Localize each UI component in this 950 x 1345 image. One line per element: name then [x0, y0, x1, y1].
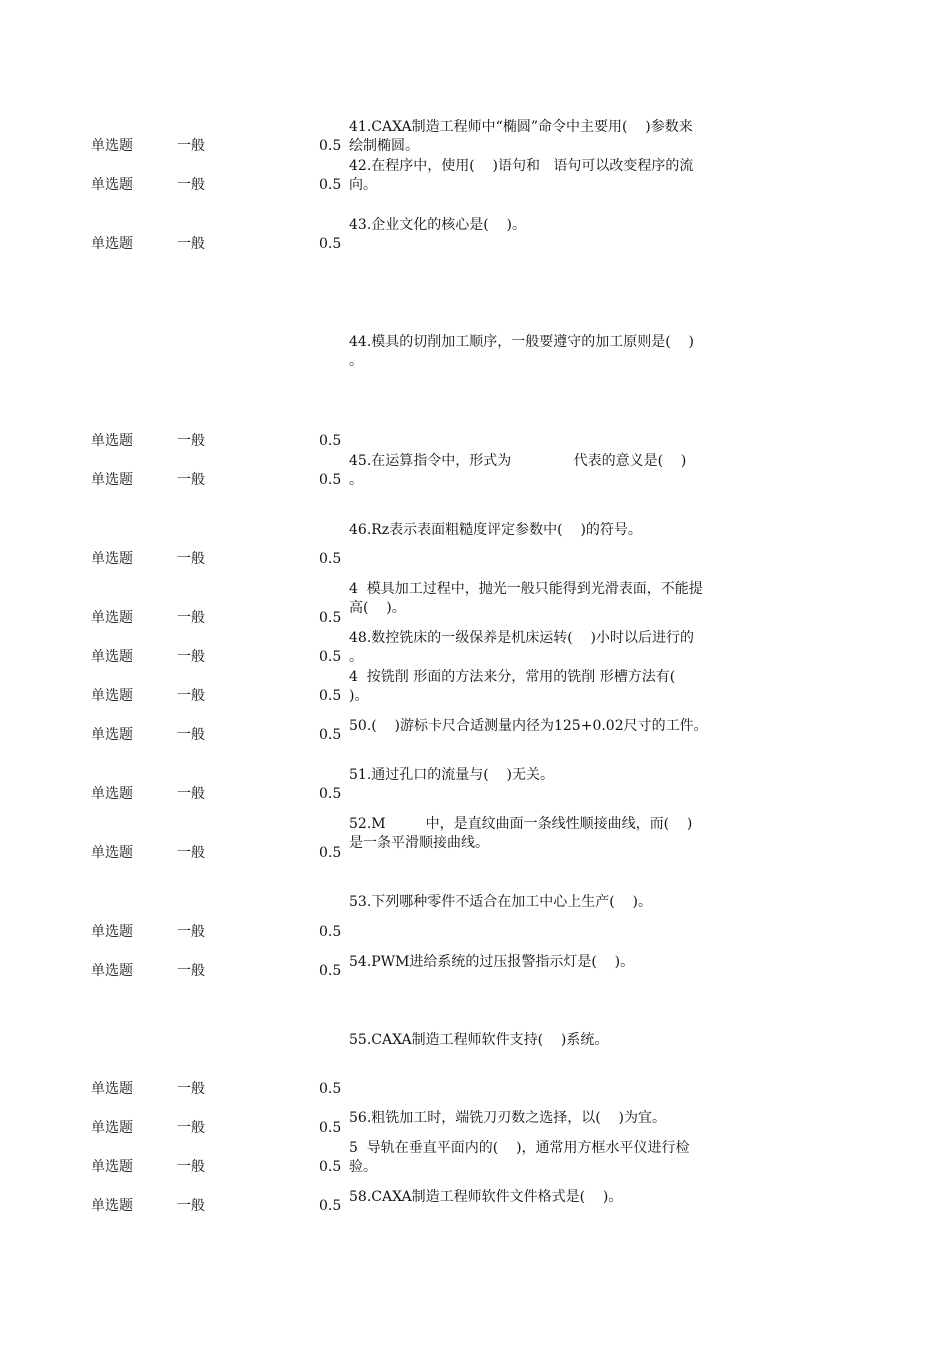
question-type: 单选题 — [91, 610, 133, 626]
question-type: 单选题 — [91, 649, 133, 665]
difficulty: 一般 — [177, 236, 205, 252]
score: 0.5 — [319, 1120, 342, 1136]
question-text: 42.在程序中，使用( )语句和 语句可以改变程序的流 向。 — [349, 158, 694, 193]
difficulty: 一般 — [177, 177, 205, 193]
question-type: 单选题 — [91, 1198, 133, 1214]
question-text: 51.通过孔口的流量与( )无关。 — [349, 767, 554, 783]
difficulty: 一般 — [177, 1198, 205, 1214]
score: 0.5 — [319, 177, 342, 193]
question-text: 52.M 中，是直纹曲面一条线性顺接曲线，而( ) 是一条平滑顺接曲线。 — [349, 816, 693, 851]
question-text: 4 模具加工过程中，抛光一般只能得到光滑表面，不能提 高( )。 — [349, 581, 703, 616]
question-text: 44.模具的切削加工顺序，一般要遵守的加工原则是( ) 。 — [349, 334, 694, 369]
difficulty: 一般 — [177, 688, 205, 704]
question-type: 单选题 — [91, 727, 133, 743]
question-text: 58.CAXA制造工程师软件文件格式是( )。 — [349, 1189, 623, 1205]
score: 0.5 — [319, 138, 342, 154]
difficulty: 一般 — [177, 551, 205, 567]
difficulty: 一般 — [177, 963, 205, 979]
score: 0.5 — [319, 924, 342, 940]
difficulty: 一般 — [177, 649, 205, 665]
difficulty: 一般 — [177, 845, 205, 861]
question-type: 单选题 — [91, 786, 133, 802]
question-type: 单选题 — [91, 177, 133, 193]
difficulty: 一般 — [177, 786, 205, 802]
score: 0.5 — [319, 433, 342, 449]
difficulty: 一般 — [177, 610, 205, 626]
score: 0.5 — [319, 610, 342, 626]
question-text: 41.CAXA制造工程师中“椭圆”命令中主要用( )参数来 绘制椭圆。 — [349, 119, 693, 154]
question-type: 单选题 — [91, 472, 133, 488]
score: 0.5 — [319, 236, 342, 252]
question-text: 48.数控铣床的一级保养是机床运转( )小时以后进行的 。 — [349, 630, 694, 665]
difficulty: 一般 — [177, 1081, 205, 1097]
question-text: 55.CAXA制造工程师软件支持( )系统。 — [349, 1032, 609, 1048]
question-type: 单选题 — [91, 688, 133, 704]
question-text: 45.在运算指令中，形式为 代表的意义是( ) 。 — [349, 453, 687, 488]
question-type: 单选题 — [91, 1081, 133, 1097]
question-type: 单选题 — [91, 963, 133, 979]
question-type: 单选题 — [91, 1120, 133, 1136]
question-text: 50.( )游标卡尺合适测量内径为125+0.02尺寸的工件。 — [349, 718, 708, 734]
score: 0.5 — [319, 1198, 342, 1214]
question-text: 5 导轨在垂直平面内的( )，通常用方框水平仪进行检 验。 — [349, 1140, 690, 1175]
question-text: 54.PWM进给系统的过压报警指示灯是( )。 — [349, 954, 635, 970]
difficulty: 一般 — [177, 924, 205, 940]
difficulty: 一般 — [177, 138, 205, 154]
difficulty: 一般 — [177, 727, 205, 743]
score: 0.5 — [319, 786, 342, 802]
question-type: 单选题 — [91, 551, 133, 567]
question-type: 单选题 — [91, 924, 133, 940]
question-type: 单选题 — [91, 845, 133, 861]
question-text: 4 按铣削 形面的方法来分，常用的铣削 形槽方法有( )。 — [349, 669, 676, 704]
question-text: 43.企业文化的核心是( )。 — [349, 217, 526, 233]
question-text: 53.下列哪种零件不适合在加工中心上生产( )。 — [349, 894, 652, 910]
question-type: 单选题 — [91, 433, 133, 449]
score: 0.5 — [319, 963, 342, 979]
score: 0.5 — [319, 688, 342, 704]
score: 0.5 — [319, 845, 342, 861]
score: 0.5 — [319, 727, 342, 743]
score: 0.5 — [319, 649, 342, 665]
score: 0.5 — [319, 472, 342, 488]
score: 0.5 — [319, 1081, 342, 1097]
difficulty: 一般 — [177, 472, 205, 488]
question-text: 46.Rz表示表面粗糙度评定参数中( )的符号。 — [349, 522, 642, 538]
score: 0.5 — [319, 1159, 342, 1175]
difficulty: 一般 — [177, 1120, 205, 1136]
score: 0.5 — [319, 551, 342, 567]
question-type: 单选题 — [91, 236, 133, 252]
question-text: 56.粗铣加工时，端铣刀刃数之选择，以( )为宜。 — [349, 1110, 666, 1126]
difficulty: 一般 — [177, 433, 205, 449]
question-type: 单选题 — [91, 138, 133, 154]
question-type: 单选题 — [91, 1159, 133, 1175]
difficulty: 一般 — [177, 1159, 205, 1175]
